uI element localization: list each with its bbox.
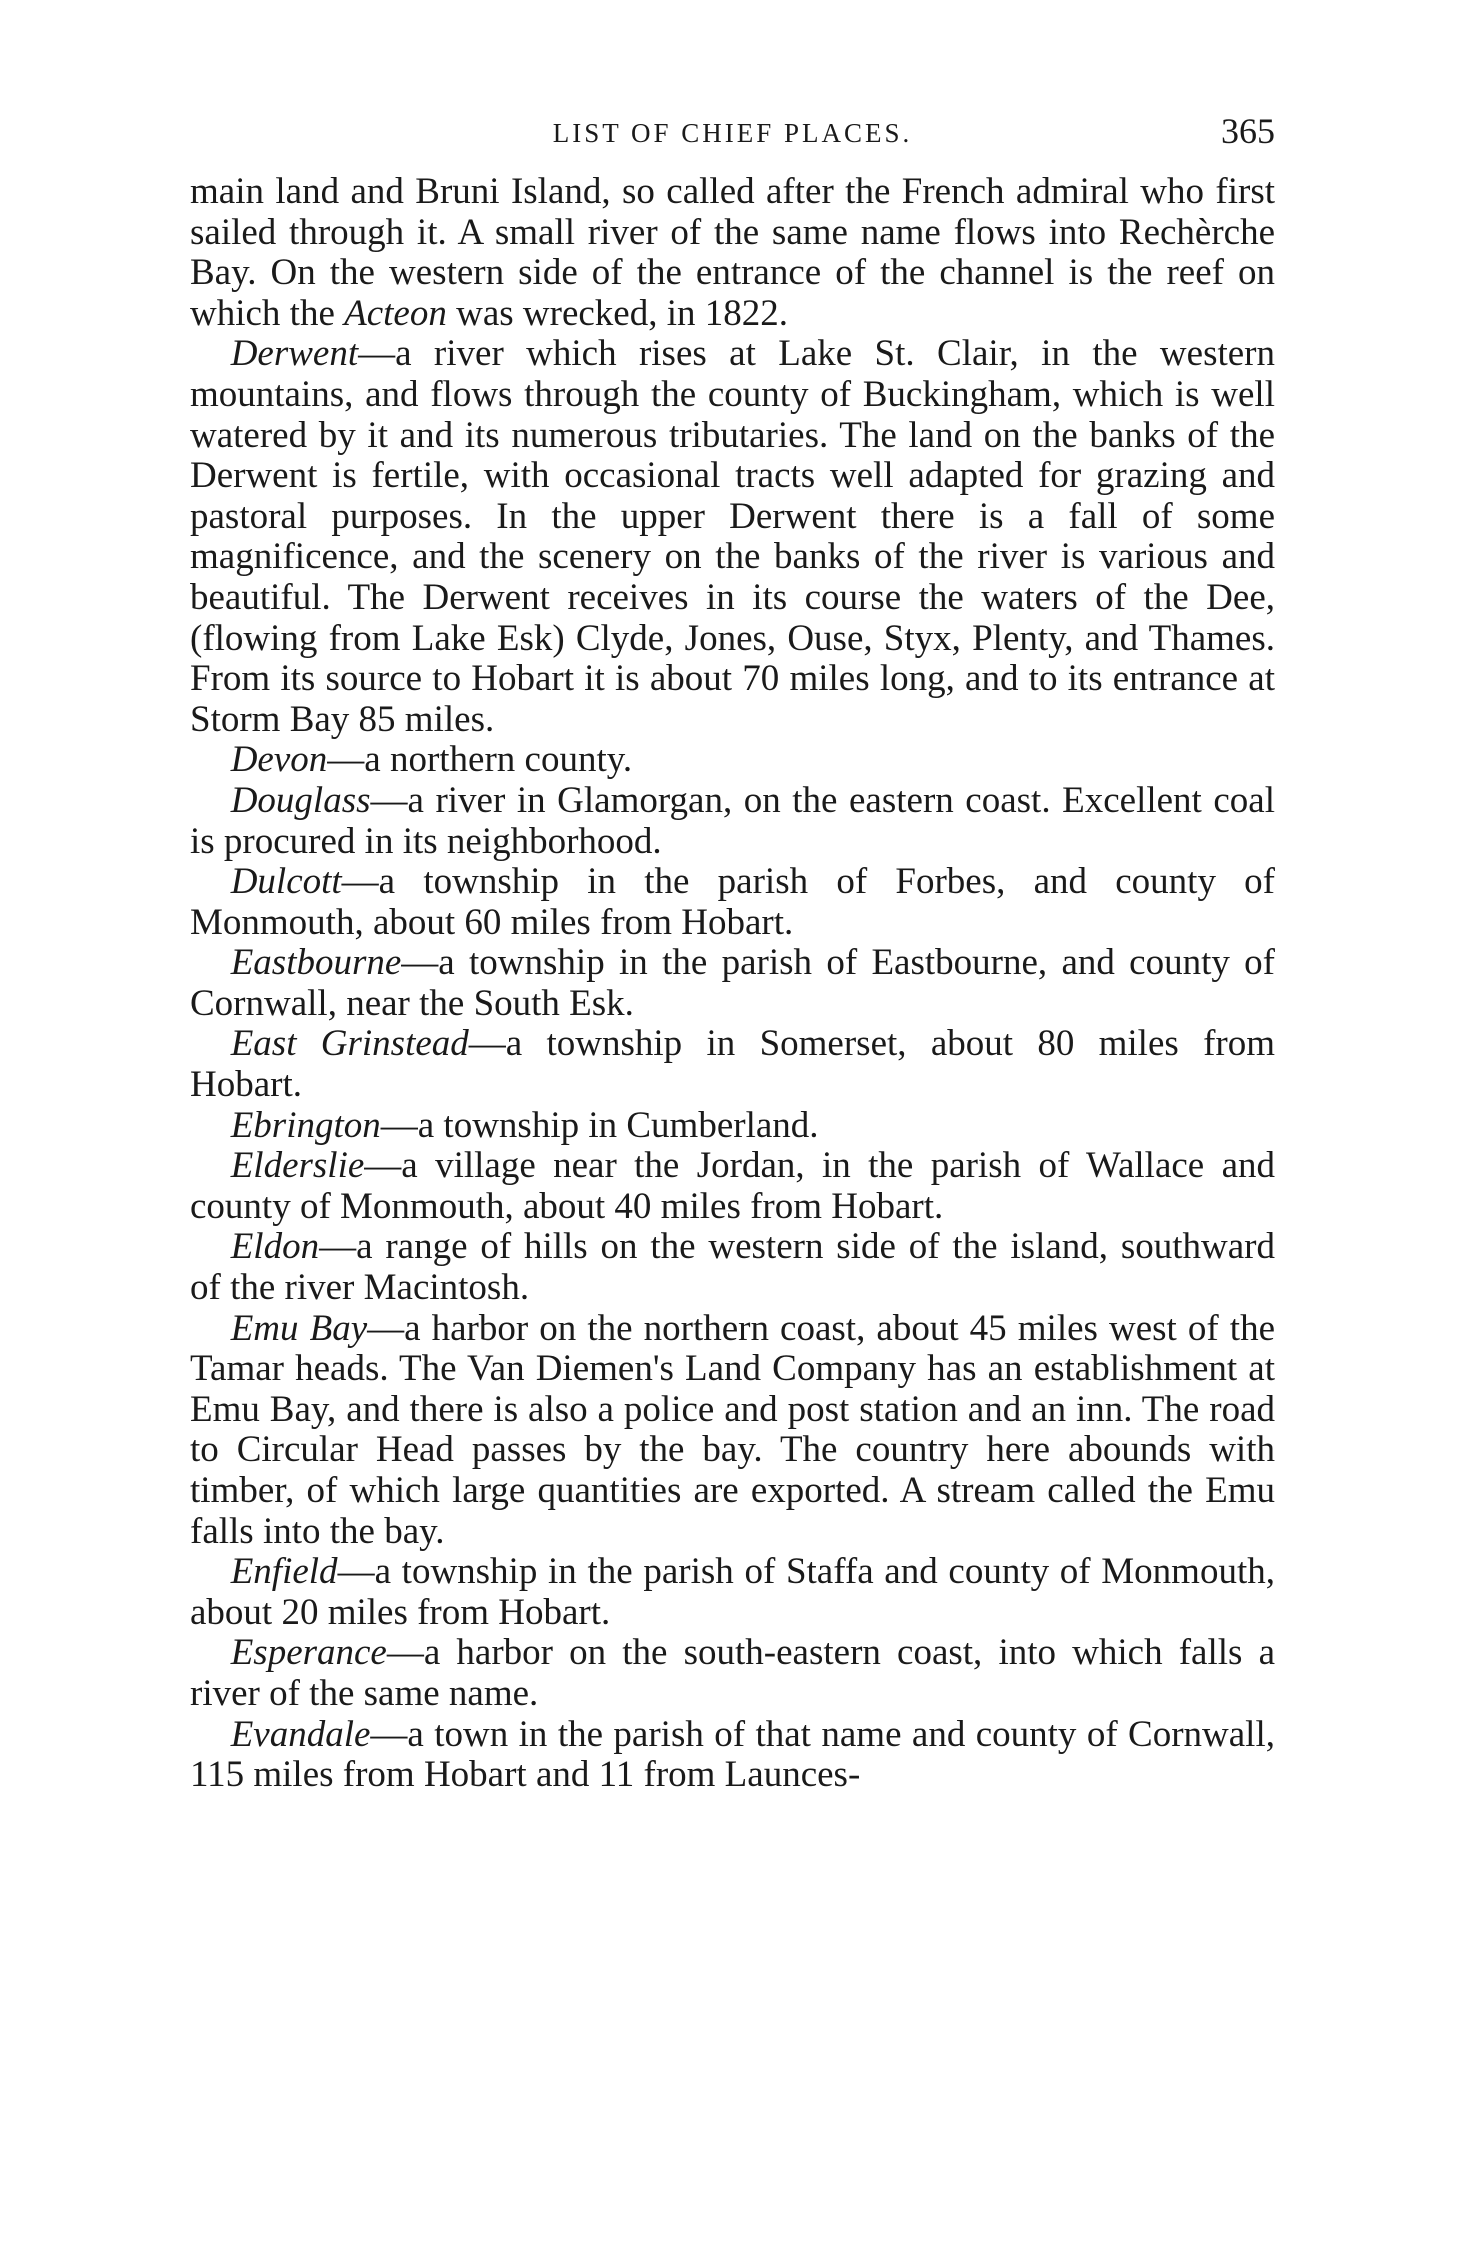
body-text: [190, 172, 1275, 1796]
continuation-paragraph: [190, 172, 1275, 334]
entry-douglass: [190, 781, 1275, 862]
entry-devon: [190, 740, 1275, 781]
entry-text: —a town in the parish of that name and county of Cornwall, 115 miles from Hobart and 11 from Launces-: [190, 1713, 1275, 1796]
entry-term: Eldon: [230, 1226, 320, 1268]
entry-term: Dulcott: [230, 861, 342, 903]
entry-term: East Grinstead: [230, 1023, 469, 1065]
entry-elderslie: [190, 1146, 1275, 1227]
entry-term: Ebrington: [230, 1104, 381, 1146]
entry-text: —a township in the parish of Forbes, and county of Monmouth, about 60 miles from Hobart.: [190, 861, 1275, 943]
entry-east-grinstead: [190, 1024, 1275, 1105]
entry-text: —a harbor on the northern coast, about 45 miles west of the Tamar heads. The Van Diemen's Land Company has an establishment at Emu Bay, and there is also a police and post station and an inn. The road to Circular Head passes by the bay. The country here abounds with timber, of which large quantities are exported. A stream called the Emu falls into the bay.: [190, 1307, 1275, 1552]
entry-evandale: [190, 1715, 1275, 1796]
entry-term: Douglass: [230, 779, 371, 821]
continuation-text: main land and Bruni Island, so called after the French admiral who first sailed through it. A small river of the same name flows into Rechèrche Bay. On the western side of the entrance of the channel is the reef on which the: [190, 171, 1275, 334]
entry-text: —a harbor on the south-eastern coast, into which falls a river of the same name.: [190, 1632, 1275, 1714]
entry-emu-bay: [190, 1309, 1275, 1553]
entry-term: Eastbourne: [230, 942, 402, 984]
entry-text: —a township in the parish of Staffa and county of Monmouth, about 20 miles from Hobart.: [190, 1551, 1275, 1633]
entry-term: Enfield: [230, 1551, 338, 1593]
entry-derwent: [190, 334, 1275, 740]
entry-dulcott: [190, 862, 1275, 943]
entry-term: Evandale: [230, 1713, 371, 1755]
entry-term: Elderslie: [230, 1145, 365, 1187]
entry-enfield: [190, 1552, 1275, 1633]
entry-text: —a township in Cumberland.: [380, 1104, 819, 1146]
entry-eldon: [190, 1227, 1275, 1308]
entry-term: Esperance: [230, 1632, 387, 1674]
page-number: 365: [1221, 111, 1275, 151]
entry-term: Derwent: [230, 333, 359, 375]
entry-term: Emu Bay: [230, 1307, 368, 1349]
entry-text: —a river which rises at Lake St. Clair, in the western mountains, and flows through the county of Buckingham, which is well watered by it and its numerous tributaries. The land on the banks of the Derwent is fertile, with occasional tracts well adapted for grazing and pastoral purposes. In the upper Derwent there is a fall of some magnificence, and the scenery on the banks of the river is various and beautiful. The Derwent receives in its course the waters of the Dee, (flowing from Lake Esk) Clyde, Jones, Ouse, Styx, Plenty, and Thames. From its source to Hobart it is about 70 miles long, and to its entrance at Storm Bay 85 miles.: [190, 333, 1275, 740]
entry-term: Devon: [230, 739, 328, 781]
entry-text: —a northern county.: [327, 739, 633, 781]
entry-ebrington: [190, 1106, 1275, 1147]
entry-eastbourne: [190, 943, 1275, 1024]
continuation-end: was wrecked, in 1822.: [446, 292, 788, 334]
entry-text: —a village near the Jordan, in the parish of Wallace and county of Monmouth, about 40 miles from Hobart.: [190, 1145, 1275, 1227]
running-head: LIST OF CHIEF PLACES.: [552, 118, 913, 148]
continuation-ship-name: Acteon: [344, 292, 447, 334]
entry-text: —a township in the parish of Eastbourne, and county of Cornwall, near the South Esk.: [190, 942, 1275, 1024]
entry-text: —a township in Somerset, about 80 miles from Hobart.: [190, 1023, 1276, 1106]
entry-text: —a river in Glamorgan, on the eastern coast. Excellent coal is procured in its neighborhood.: [190, 779, 1275, 862]
page-header: [190, 110, 1275, 160]
entry-esperance: [190, 1633, 1275, 1714]
entry-text: —a range of hills on the western side of the island, southward of the river Macintosh.: [190, 1226, 1275, 1309]
